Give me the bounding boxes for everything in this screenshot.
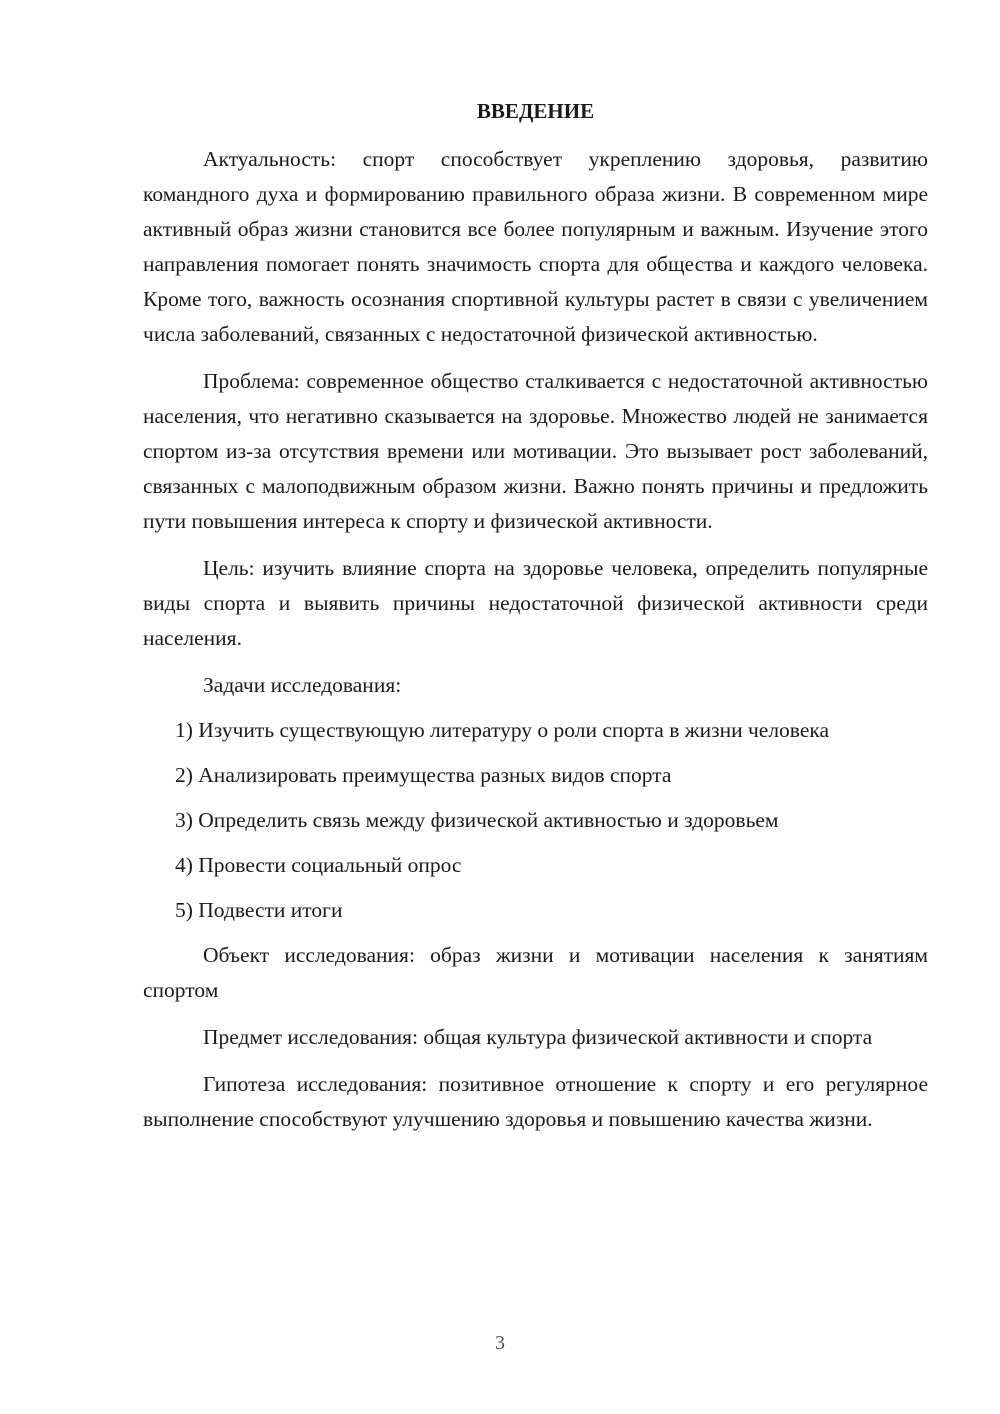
tasks-heading: Задачи исследования: — [203, 673, 402, 697]
list-item: 2) Анализировать преимущества разных видов спорта — [175, 763, 672, 787]
list-item: 1) Изучить существующую литературу о роли спорта в жизни человека — [175, 718, 830, 742]
paragraph-relevance: Актуальность: спорт способствует укреплению здоровья, развитию командного духа и формированию правильного образа жизни. В современном мире активный образ жизни становится все более популярным и важным. Изучение этого направления помогает понять значимость спорта для общества и каждого человека. Кроме того, важность осознания спортивной культуры растет в связи с увеличением числа заболеваний, связанных с недостаточной физической активностью. — [143, 147, 928, 346]
paragraph-object: Объект исследования: образ жизни и мотивации населения к занятиям спортом — [143, 943, 928, 1002]
page-number: 3 — [495, 1332, 505, 1354]
document-page — [143, 94, 928, 1149]
paragraph-goal: Цель: изучить влияние спорта на здоровье человека, определить популярные виды спорта и выявить причины недостаточной физической активности среди населения. — [143, 556, 928, 650]
list-item: 4) Провести социальный опрос — [175, 853, 462, 877]
paragraph-problem: Проблема: современное общество сталкивается с недостаточной активностью населения, что негативно сказывается на здоровье. Множество людей не занимается спортом из-за отсутствия времени или мотивации. Это вызывает рост заболеваний, связанных с малоподвижным образом жизни. Важно понять причины и предложить пути повышения интереса к спорту и физической активности. — [143, 369, 928, 533]
section-title: ВВЕДЕНИЕ — [476, 99, 595, 123]
list-item: 5) Подвести итоги — [175, 898, 343, 922]
list-item: 3) Определить связь между физической активностью и здоровьем — [175, 808, 779, 832]
tasks-list — [143, 713, 928, 928]
paragraph-subject: Предмет исследования: общая культура физической активности и спорта — [203, 1025, 873, 1049]
paragraph-hypothesis: Гипотеза исследования: позитивное отношение к спорту и его регулярное выполнение способствуют улучшению здоровья и повышению качества жизни. — [143, 1072, 928, 1131]
